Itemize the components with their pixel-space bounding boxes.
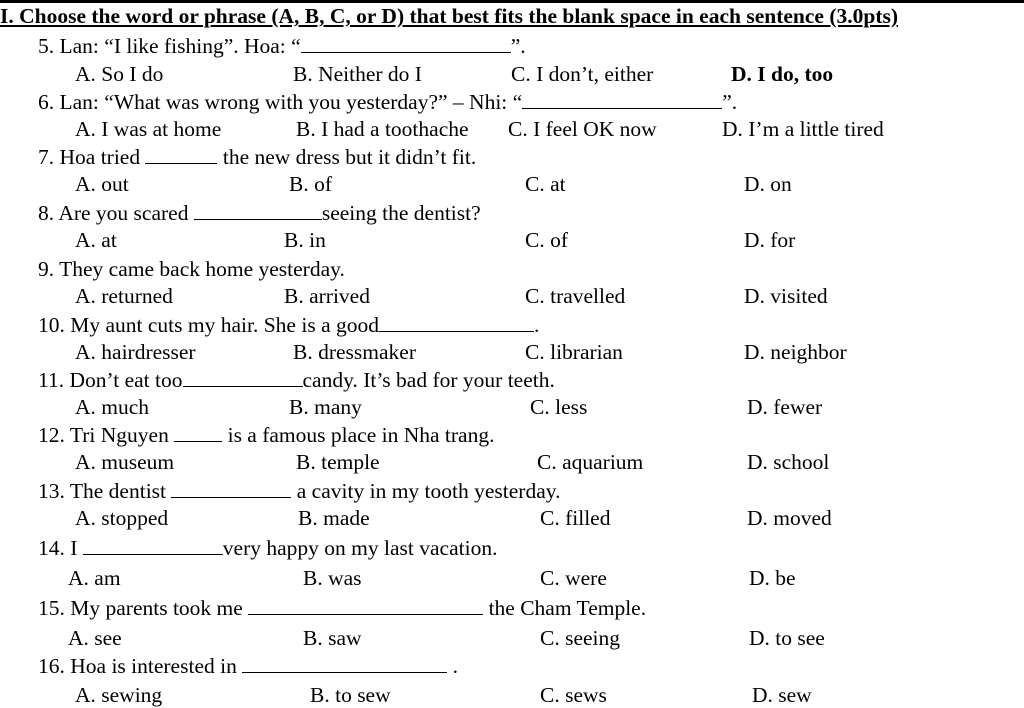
question-text-end: ”. <box>510 34 526 58</box>
answer-blank[interactable] <box>301 34 511 53</box>
question-text-end: . <box>447 654 458 678</box>
option-a[interactable]: A. hairdresser <box>75 340 196 364</box>
top-border-line <box>0 0 1024 3</box>
option-a[interactable]: A. returned <box>75 284 173 308</box>
option-d[interactable]: D. to see <box>749 626 825 650</box>
option-b[interactable]: B. temple <box>296 450 380 474</box>
question-15 <box>38 595 646 621</box>
option-c[interactable]: C. I feel OK now <box>508 117 657 141</box>
option-a[interactable]: A. out <box>75 172 129 196</box>
option-d[interactable]: D. I’m a little tired <box>722 117 884 141</box>
question-text-end: the new dress but it didn’t fit. <box>217 145 477 169</box>
question-13 <box>38 478 560 504</box>
answer-blank[interactable] <box>83 536 223 555</box>
option-b[interactable]: B. saw <box>303 626 362 650</box>
option-d[interactable]: D. moved <box>747 506 832 530</box>
option-d[interactable]: D. on <box>744 172 792 196</box>
question-text-end: very happy on my last vacation. <box>222 536 498 560</box>
question-number: 9. <box>38 257 55 281</box>
option-c[interactable]: C. aquarium <box>537 450 644 474</box>
option-a[interactable]: A. at <box>75 228 117 252</box>
question-number: 10. <box>38 313 65 337</box>
question-8 <box>38 200 481 226</box>
question-text: Lan: “I like fishing”. Hoa: “ <box>59 34 301 58</box>
question-5 <box>38 33 526 59</box>
answer-blank[interactable] <box>242 654 447 673</box>
option-d[interactable]: D. be <box>749 566 796 590</box>
option-a[interactable]: A. sewing <box>75 683 163 707</box>
question-number: 16. <box>38 654 65 678</box>
option-b[interactable]: B. to sew <box>310 683 391 707</box>
answer-blank[interactable] <box>183 368 303 387</box>
question-10 <box>38 312 539 338</box>
option-a[interactable]: A. much <box>75 395 150 419</box>
option-c[interactable]: C. less <box>530 395 588 419</box>
option-a[interactable]: A. I was at home <box>75 117 222 141</box>
question-number: 11. <box>38 368 65 392</box>
option-b[interactable]: B. arrived <box>284 284 370 308</box>
option-d[interactable]: D. for <box>744 228 796 252</box>
question-text: Don’t eat too <box>69 368 183 392</box>
question-text-end: is a famous place in Nha trang. <box>222 423 495 447</box>
option-a[interactable]: A. So I do <box>75 62 164 86</box>
option-d[interactable]: D. visited <box>744 284 828 308</box>
option-b[interactable]: B. made <box>298 506 370 530</box>
question-text: My aunt cuts my hair. She is a good <box>70 313 379 337</box>
option-c[interactable]: C. of <box>525 228 568 252</box>
question-7 <box>38 144 476 170</box>
question-text: Hoa is interested in <box>70 654 243 678</box>
answer-blank[interactable] <box>522 90 722 109</box>
question-16 <box>38 653 458 679</box>
question-number: 14. <box>38 536 65 560</box>
question-text-end: the Cham Temple. <box>483 596 647 620</box>
question-6 <box>38 89 737 115</box>
question-12 <box>38 422 494 448</box>
option-c[interactable]: C. travelled <box>525 284 626 308</box>
question-text: They came back home yesterday. <box>59 257 345 281</box>
option-b[interactable]: B. Neither do I <box>293 62 422 86</box>
option-b[interactable]: B. I had a toothache <box>296 117 469 141</box>
question-number: 6. <box>38 90 55 114</box>
option-d[interactable]: D. sew <box>752 683 812 707</box>
question-9 <box>38 256 345 282</box>
question-text: Are you scared <box>58 201 194 225</box>
answer-blank[interactable] <box>171 479 291 498</box>
answer-blank[interactable] <box>174 423 222 442</box>
question-text: My parents took me <box>70 596 249 620</box>
option-d[interactable]: D. fewer <box>747 395 823 419</box>
option-d[interactable]: D. school <box>747 450 830 474</box>
option-c[interactable]: C. at <box>525 172 566 196</box>
option-d[interactable]: D. I do, too <box>731 62 834 86</box>
answer-blank[interactable] <box>379 313 534 332</box>
question-text-end: candy. It’s bad for your teeth. <box>302 368 555 392</box>
option-a[interactable]: A. am <box>68 566 121 590</box>
option-b[interactable]: B. was <box>303 566 362 590</box>
option-b[interactable]: B. many <box>289 395 362 419</box>
option-c[interactable]: C. sews <box>540 683 607 707</box>
option-a[interactable]: A. see <box>68 626 122 650</box>
question-number: 8. <box>38 201 55 225</box>
question-14 <box>38 535 497 561</box>
option-c[interactable]: C. librarian <box>525 340 623 364</box>
option-c[interactable]: C. seeing <box>540 626 621 650</box>
option-b[interactable]: B. of <box>289 172 332 196</box>
question-number: 5. <box>38 34 55 58</box>
question-text-end: seeing the dentist? <box>321 201 481 225</box>
question-text: The dentist <box>69 479 172 503</box>
question-text: Lan: “What was wrong with you yesterday?” – Nhi: “ <box>59 90 523 114</box>
question-11 <box>38 367 555 393</box>
option-b[interactable]: B. dressmaker <box>293 340 416 364</box>
option-a[interactable]: A. museum <box>75 450 175 474</box>
question-text-end: . <box>534 313 540 337</box>
option-b[interactable]: B. in <box>284 228 326 252</box>
section-heading: I. Choose the word or phrase (A, B, C, or D) that best fits the blank space in each sentence (3.0pts) <box>0 4 899 28</box>
answer-blank[interactable] <box>194 201 322 220</box>
option-d[interactable]: D. neighbor <box>744 340 847 364</box>
option-c[interactable]: C. were <box>540 566 607 590</box>
question-text-end: a cavity in my tooth yesterday. <box>291 479 561 503</box>
answer-blank[interactable] <box>145 145 217 164</box>
option-a[interactable]: A. stopped <box>75 506 169 530</box>
question-number: 12. <box>38 423 65 447</box>
option-c[interactable]: C. I don’t, either <box>511 62 654 86</box>
question-text: Hoa tried <box>59 145 146 169</box>
question-number: 15. <box>38 596 65 620</box>
answer-blank[interactable] <box>248 596 483 615</box>
question-number: 7. <box>38 145 55 169</box>
question-text: I <box>70 536 83 560</box>
question-text: Tri Nguyen <box>69 423 175 447</box>
question-text-end: ”. <box>722 90 738 114</box>
option-c[interactable]: C. filled <box>540 506 611 530</box>
question-number: 13. <box>38 479 65 503</box>
